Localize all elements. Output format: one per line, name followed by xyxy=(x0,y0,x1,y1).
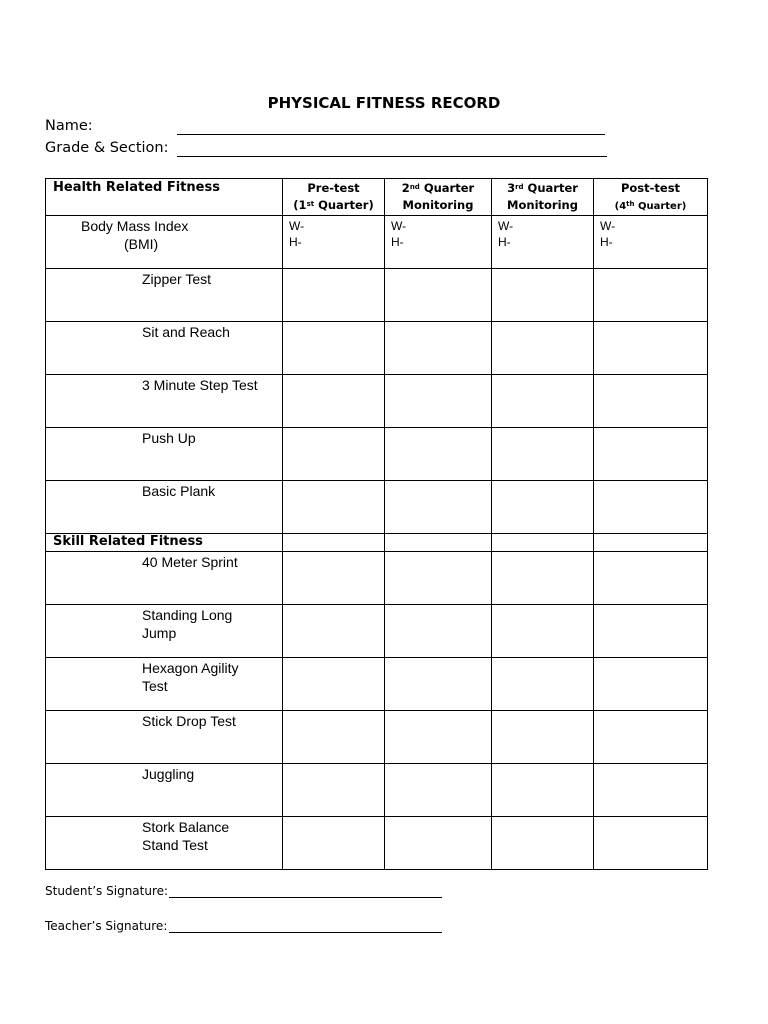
score-cell[interactable] xyxy=(492,605,594,658)
height-label: H- xyxy=(289,235,302,249)
score-cell[interactable] xyxy=(594,711,708,764)
name-blank-line[interactable] xyxy=(177,134,605,135)
weight-label: W- xyxy=(289,219,305,233)
score-cell[interactable] xyxy=(492,817,594,870)
teacher-signature-line[interactable] xyxy=(169,932,442,933)
score-cell[interactable] xyxy=(492,428,594,481)
header-3rd-quarter-sup: rd xyxy=(515,183,524,191)
test-label: 3 Minute Step Test xyxy=(46,375,283,428)
score-cell[interactable] xyxy=(492,481,594,534)
header-pre-test-line2-b: Quarter) xyxy=(314,198,374,212)
header-health-related-fitness: Health Related Fitness xyxy=(46,179,283,216)
weight-label: W- xyxy=(391,219,407,233)
header-2nd-quarter-sup: nd xyxy=(409,183,420,191)
test-label xyxy=(46,711,283,764)
header-pre-test-line2-a: (1 xyxy=(293,198,307,212)
header-3rd-quarter-word: Quarter xyxy=(523,181,578,195)
test-label-line1: Stick Drop Test xyxy=(142,713,236,729)
score-cell[interactable] xyxy=(594,605,708,658)
score-cell[interactable] xyxy=(283,711,385,764)
header-3rd-quarter xyxy=(492,179,594,216)
name-label: Name: xyxy=(45,118,93,134)
score-cell[interactable] xyxy=(594,322,708,375)
table-header-row xyxy=(46,179,708,216)
score-cell[interactable] xyxy=(385,817,492,870)
score-cell[interactable] xyxy=(283,605,385,658)
score-cell[interactable] xyxy=(385,658,492,711)
score-cell[interactable] xyxy=(594,817,708,870)
header-post-test-line2-b: Quarter) xyxy=(634,201,687,212)
score-cell[interactable] xyxy=(385,605,492,658)
table-row-bmi xyxy=(46,216,708,269)
score-cell[interactable] xyxy=(385,481,492,534)
score-cell[interactable] xyxy=(283,658,385,711)
section-cell xyxy=(283,534,385,552)
height-label: H- xyxy=(391,235,404,249)
header-pre-test xyxy=(283,179,385,216)
header-post-test xyxy=(594,179,708,216)
score-cell[interactable] xyxy=(283,375,385,428)
header-2nd-quarter-line2: Monitoring xyxy=(402,198,474,212)
header-post-test-line2-a: (4 xyxy=(614,201,627,212)
score-cell[interactable] xyxy=(385,322,492,375)
test-label: Push Up xyxy=(46,428,283,481)
score-cell[interactable] xyxy=(385,269,492,322)
score-cell[interactable] xyxy=(385,428,492,481)
table-row-hexagon-agility xyxy=(46,658,708,711)
score-cell[interactable] xyxy=(492,552,594,605)
score-cell[interactable] xyxy=(594,764,708,817)
table-row-push-up xyxy=(46,428,708,481)
bmi-post-test-cell[interactable] xyxy=(594,216,708,269)
bmi-2nd-quarter-cell[interactable] xyxy=(385,216,492,269)
score-cell[interactable] xyxy=(283,428,385,481)
page-title: PHYSICAL FITNESS RECORD xyxy=(267,94,501,112)
score-cell[interactable] xyxy=(492,764,594,817)
test-label xyxy=(46,605,283,658)
score-cell[interactable] xyxy=(283,322,385,375)
test-label-line1: Standing Long xyxy=(142,607,233,623)
table-row-stick-drop xyxy=(46,711,708,764)
test-label xyxy=(46,817,283,870)
score-cell[interactable] xyxy=(385,711,492,764)
score-cell[interactable] xyxy=(492,269,594,322)
skill-related-fitness-label: Skill Related Fitness xyxy=(46,534,283,552)
bmi-3rd-quarter-cell[interactable] xyxy=(492,216,594,269)
test-label-line2: Stand Test xyxy=(142,837,208,853)
section-cell xyxy=(492,534,594,552)
score-cell[interactable] xyxy=(594,552,708,605)
score-cell[interactable] xyxy=(492,711,594,764)
student-signature-label: Student’s Signature: xyxy=(45,884,169,898)
test-label: Zipper Test xyxy=(46,269,283,322)
table-row-sit-and-reach xyxy=(46,322,708,375)
weight-label: W- xyxy=(600,219,616,233)
header-pre-test-line1: Pre-test xyxy=(307,181,360,195)
table-row-basic-plank xyxy=(46,481,708,534)
table-row-standing-long-jump xyxy=(46,605,708,658)
test-label-line1: Hexagon Agility xyxy=(142,660,239,676)
score-cell[interactable] xyxy=(385,552,492,605)
score-cell[interactable] xyxy=(385,764,492,817)
section-cell xyxy=(385,534,492,552)
test-label-line1: Stork Balance xyxy=(142,819,230,835)
test-label-line2: Jump xyxy=(142,625,177,641)
student-signature-line[interactable] xyxy=(169,897,442,898)
test-label xyxy=(46,552,283,605)
header-2nd-quarter-num: 2 xyxy=(401,181,410,195)
score-cell[interactable] xyxy=(385,375,492,428)
bmi-pre-test-cell[interactable] xyxy=(283,216,385,269)
height-label: H- xyxy=(600,235,613,249)
header-3rd-quarter-num: 3 xyxy=(507,181,516,195)
test-label-line2: Test xyxy=(142,678,168,694)
score-cell[interactable] xyxy=(594,658,708,711)
test-label xyxy=(46,764,283,817)
table-row-zipper-test xyxy=(46,269,708,322)
score-cell[interactable] xyxy=(594,269,708,322)
score-cell[interactable] xyxy=(594,481,708,534)
score-cell[interactable] xyxy=(492,658,594,711)
header-2nd-quarter xyxy=(385,179,492,216)
header-pre-test-sup: st xyxy=(306,200,315,208)
score-cell[interactable] xyxy=(283,269,385,322)
test-label: Basic Plank xyxy=(46,481,283,534)
weight-label: W- xyxy=(498,219,514,233)
fitness-record-table xyxy=(45,178,708,870)
score-cell[interactable] xyxy=(492,322,594,375)
table-row-skill-section xyxy=(46,534,708,552)
header-post-test-sup: th xyxy=(626,200,635,208)
bmi-label xyxy=(46,216,283,269)
header-post-test-line1: Post-test xyxy=(620,181,681,195)
table-row-juggling xyxy=(46,764,708,817)
grade-section-label: Grade & Section: xyxy=(45,140,169,156)
test-label: Sit and Reach xyxy=(46,322,283,375)
score-cell[interactable] xyxy=(594,375,708,428)
height-label: H- xyxy=(498,235,511,249)
test-label-line1: 40 Meter Sprint xyxy=(142,554,238,570)
bmi-label-line2: (BMI) xyxy=(124,236,159,252)
score-cell[interactable] xyxy=(283,764,385,817)
grade-section-blank-line[interactable] xyxy=(177,156,607,157)
table-row-40-meter-sprint xyxy=(46,552,708,605)
bmi-label-line1: Body Mass Index xyxy=(81,218,189,234)
section-cell xyxy=(594,534,708,552)
score-cell[interactable] xyxy=(283,817,385,870)
header-2nd-quarter-word: Quarter xyxy=(419,181,475,195)
table-row-step-test xyxy=(46,375,708,428)
score-cell[interactable] xyxy=(283,552,385,605)
teacher-signature-label: Teacher’s Signature: xyxy=(45,919,168,933)
score-cell[interactable] xyxy=(283,481,385,534)
score-cell[interactable] xyxy=(492,375,594,428)
table-row-stork-balance xyxy=(46,817,708,870)
score-cell[interactable] xyxy=(594,428,708,481)
test-label xyxy=(46,658,283,711)
test-label-line1: Juggling xyxy=(142,766,195,782)
header-3rd-quarter-line2: Monitoring xyxy=(507,198,578,212)
